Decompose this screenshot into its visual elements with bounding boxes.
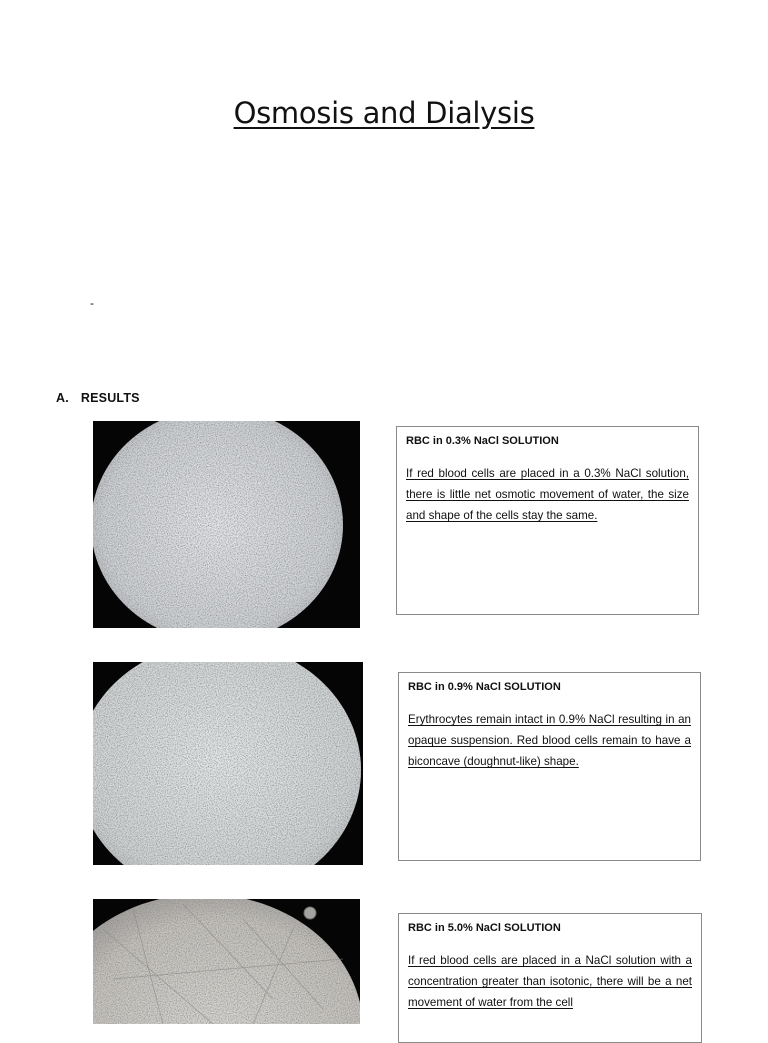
result-description: If red blood cells are placed in a 0.3% NaCl solution, there is little net osmotic movement of water, the size and shape of the cells stay the same. [406, 467, 689, 522]
section-heading [56, 391, 140, 405]
result-title: RBC in 0.9% NaCl SOLUTION [408, 681, 561, 693]
micrograph-0-9-percent [93, 662, 363, 865]
section-heading-text: RESULTS [80, 391, 140, 405]
result-card-0-3-percent [396, 426, 699, 615]
result-card-0-9-percent [398, 672, 701, 861]
stray-dash: - [90, 296, 94, 310]
result-title: RBC in 5.0% NaCl SOLUTION [408, 922, 561, 934]
micrograph-0-3-percent [93, 421, 360, 628]
page-title: Osmosis and Dialysis [233, 96, 535, 130]
result-description: Erythrocytes remain intact in 0.9% NaCl resulting in an opaque suspension. Red blood cells remain to have a biconcave (doughnut-like) shape. [408, 713, 691, 768]
result-description: If red blood cells are placed in a NaCl solution with a concentration greater than isotonic, there will be a net movement of water from the cell [408, 954, 692, 1009]
micrograph-5-0-percent [93, 899, 360, 1024]
section-label: A. [56, 391, 69, 405]
result-title: RBC in 0.3% NaCl SOLUTION [406, 435, 559, 447]
